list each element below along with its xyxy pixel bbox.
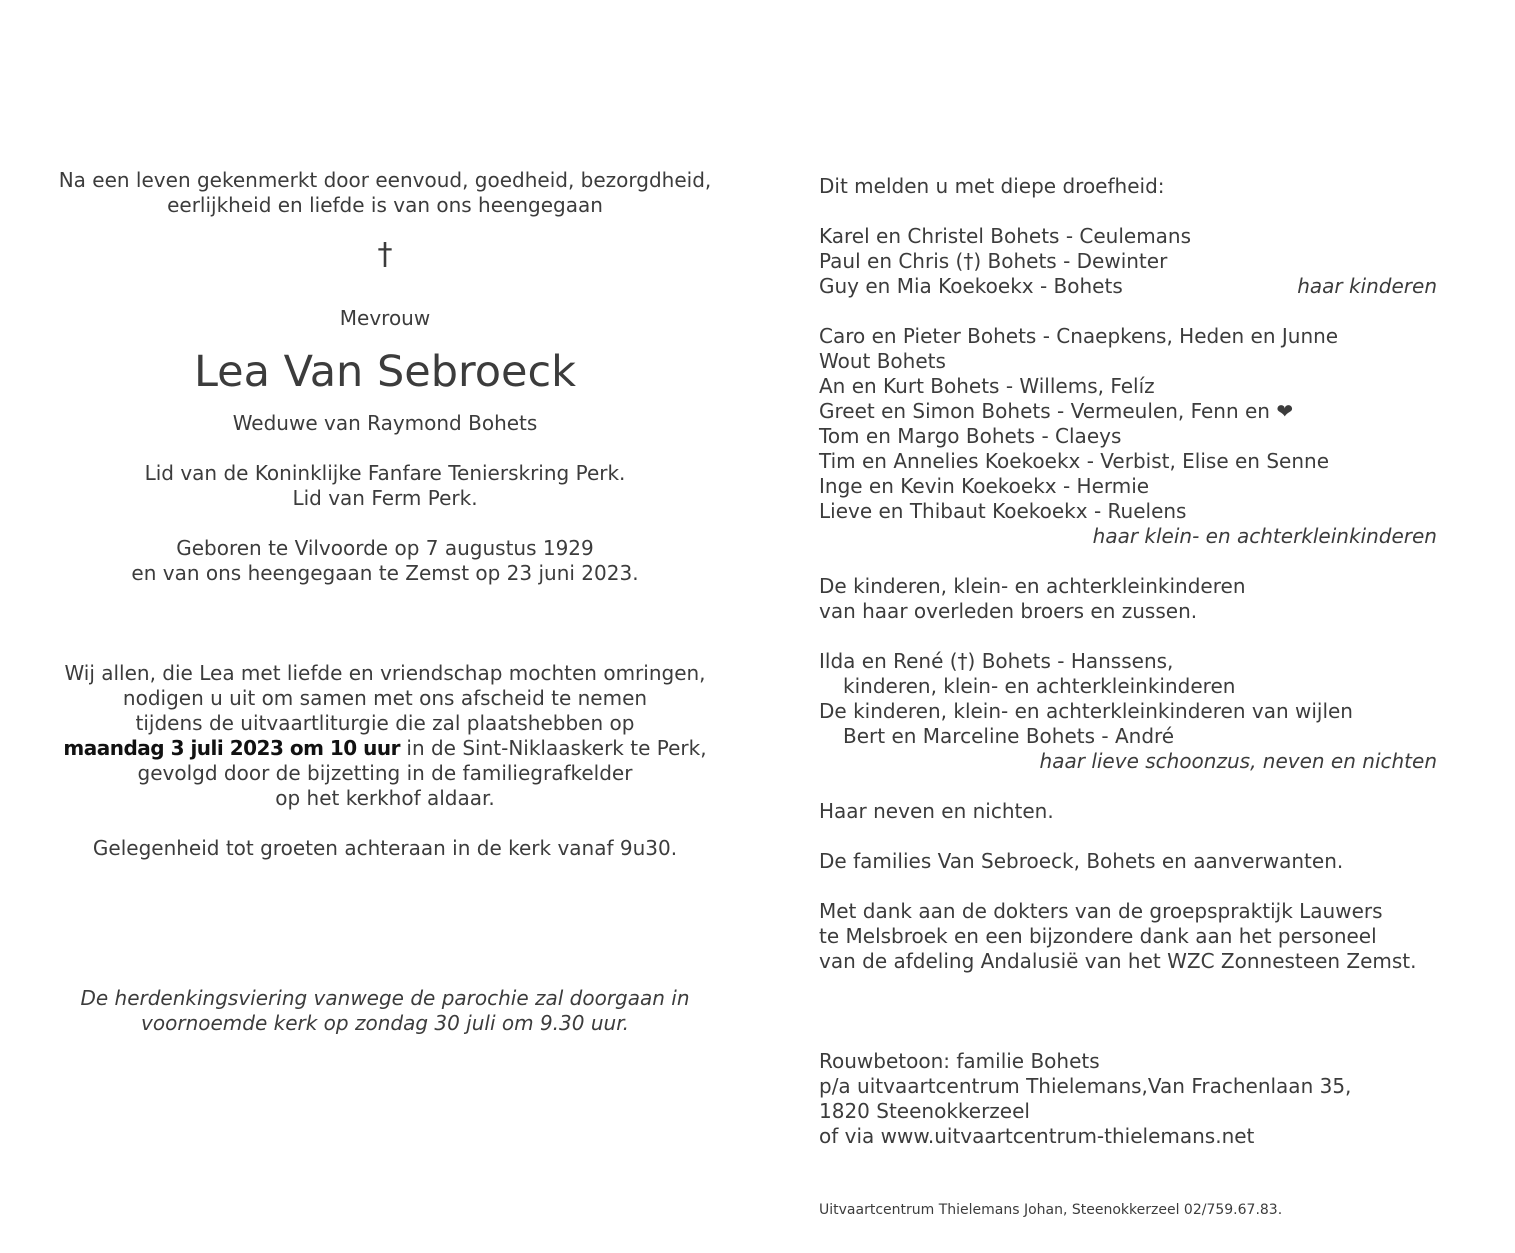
- greeting-line: Gelegenheid tot groeten achteraan in de kerk vanaf 9u30.: [92, 836, 678, 860]
- address-line-3: 1820 Steenokkerzeel: [819, 1099, 1030, 1123]
- in-laws-line-2: kinderen, klein- en achterkleinkinderen: [843, 674, 1236, 698]
- in-laws-line-4: Bert en Marceline Bohets - André: [843, 724, 1175, 748]
- announcement: Dit melden u met diepe droefheid:: [819, 174, 1165, 198]
- remembrance-line-2: voornoemde kerk op zondag 30 juli om 9.30 uur.: [141, 1011, 629, 1035]
- ceremony-place: in de Sint-Niklaaskerk te Perk,: [400, 736, 707, 760]
- salutation: Mevrouw: [339, 306, 431, 330]
- address-line-2: p/a uitvaartcentrum Thielemans,Van Frachenlaan 35,: [819, 1074, 1352, 1098]
- child-line-3: Guy en Mia Koekoekx - Bohets: [819, 274, 1123, 298]
- invitation-line-6: op het kerkhof aldaar.: [275, 786, 495, 810]
- grandchild-line-3: An en Kurt Bohets - Willems, Felíz: [819, 374, 1155, 398]
- remembrance-line-1: De herdenkingsviering vanwege de parochie zal doorgaan in: [80, 986, 690, 1010]
- grandchild-line-6: Tim en Annelies Koekoekx - Verbist, Elise en Senne: [819, 449, 1329, 473]
- siblings-line-2: van haar overleden broers en zussen.: [819, 599, 1198, 623]
- grandchildren-label: haar klein- en achterkleinkinderen: [1092, 524, 1437, 548]
- grandchild-line-8: Lieve en Thibaut Koekoekx - Ruelens: [819, 499, 1187, 523]
- membership-line-2: Lid van Ferm Perk.: [292, 486, 478, 510]
- families-line: De families Van Sebroeck, Bohets en aanverwanten.: [819, 849, 1344, 873]
- child-line-2: Paul en Chris (†) Bohets - Dewinter: [819, 249, 1168, 273]
- thanks-line-2: te Melsbroek en een bijzondere dank aan het personeel: [819, 924, 1377, 948]
- intro-line-1: Na een leven gekenmerkt door eenvoud, goedheid, bezorgdheid,: [58, 168, 712, 192]
- invitation-line-3: tijdens de uitvaartliturgie die zal plaatshebben op: [135, 711, 635, 735]
- grandchild-line-7: Inge en Kevin Koekoekx - Hermie: [819, 474, 1150, 498]
- grandchild-line-1: Caro en Pieter Bohets - Cnaepkens, Heden en Junne: [819, 324, 1339, 348]
- death-line: en van ons heengegaan te Zemst op 23 juni 2023.: [131, 561, 639, 585]
- thanks-line-1: Met dank aan de dokters van de groepspraktijk Lauwers: [819, 899, 1383, 923]
- address-line-4: of via www.uitvaartcentrum-thielemans.net: [819, 1124, 1255, 1148]
- invitation-line-2: nodigen u uit om samen met ons afscheid te nemen: [122, 686, 648, 710]
- invitation-line-1: Wij allen, die Lea met liefde en vriendschap mochten omringen,: [64, 661, 706, 685]
- intro-line-2: eerlijkheid en liefde is van ons heengegaan: [167, 193, 603, 217]
- grandchild-line-2: Wout Bohets: [819, 349, 946, 373]
- ceremony-date: maandag 3 juli 2023 om 10 uur: [63, 736, 401, 760]
- widow-line: Weduwe van Raymond Bohets: [232, 411, 538, 435]
- in-laws-line-1: Ilda en René (†) Bohets - Hanssens,: [819, 649, 1174, 673]
- ceremony-line: [20, 736, 750, 761]
- membership-line-1: Lid van de Koninklijke Fanfare Tenierskring Perk.: [144, 461, 626, 485]
- deceased-name: Lea Van Sebroeck: [193, 347, 577, 397]
- grandchild-line-4: Greet en Simon Bohets - Vermeulen, Fenn en ❤: [819, 399, 1294, 423]
- child-line-3-row: [819, 274, 1437, 299]
- in-laws-label: haar lieve schoonzus, neven en nichten: [1039, 749, 1437, 773]
- right-column: [819, 174, 1437, 1149]
- footer-note: Uitvaartcentrum Thielemans Johan, Steenokkerzeel 02/759.67.83.: [819, 1202, 1283, 1218]
- left-column: [20, 168, 750, 1036]
- siblings-line-1: De kinderen, klein- en achterkleinkinderen: [819, 574, 1246, 598]
- address-line-1: Rouwbetoon: familie Bohets: [819, 1049, 1100, 1073]
- grandchild-line-5: Tom en Margo Bohets - Claeys: [819, 424, 1122, 448]
- birth-line: Geboren te Vilvoorde op 7 augustus 1929: [176, 536, 594, 560]
- cross-icon: †: [377, 237, 393, 272]
- child-line-1: Karel en Christel Bohets - Ceulemans: [819, 224, 1192, 248]
- children-label: haar kinderen: [1297, 274, 1437, 298]
- thanks-line-3: van de afdeling Andalusië van het WZC Zonnesteen Zemst.: [819, 949, 1417, 973]
- in-laws-line-3: De kinderen, klein- en achterkleinkinderen van wijlen: [819, 699, 1353, 723]
- cousins-line: Haar neven en nichten.: [819, 799, 1054, 823]
- invitation-line-5: gevolgd door de bijzetting in de familiegrafkelder: [137, 761, 633, 785]
